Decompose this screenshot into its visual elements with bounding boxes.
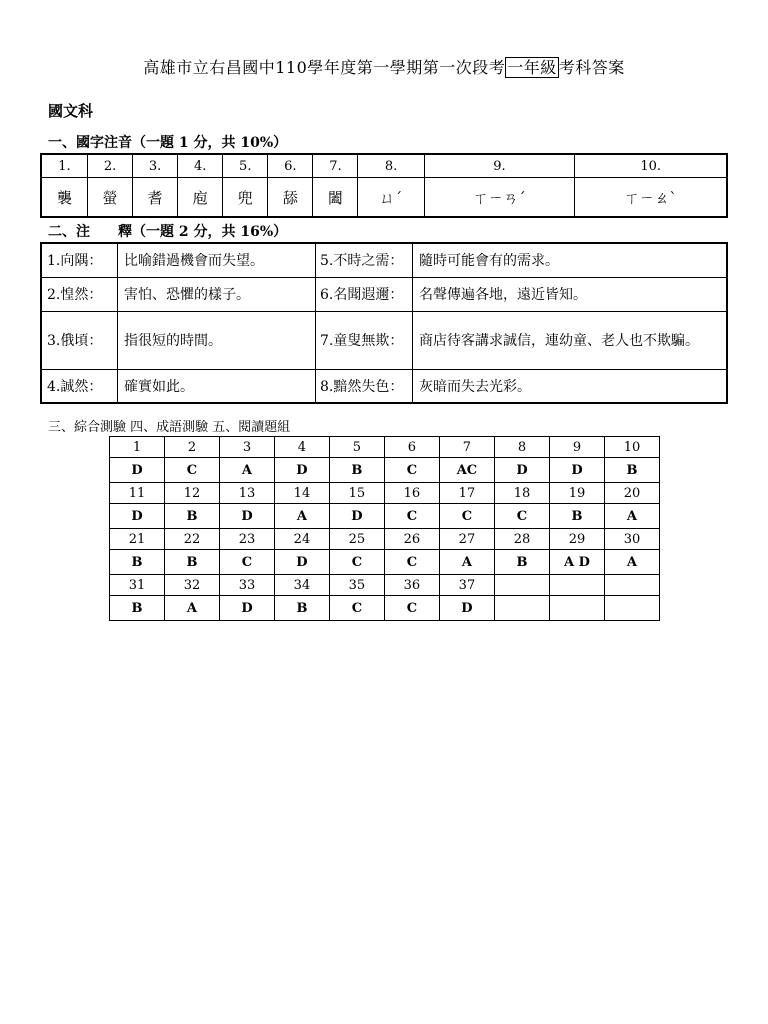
answer-cell: 襲 [41,178,87,218]
question-number: 5. [223,154,268,178]
answer-cell: C [384,550,439,575]
answer-cell: B [110,550,165,575]
answer-cell: ㄒㄧㄢˊ [424,178,575,218]
question-number: 8 [494,437,549,458]
question-number: 5 [329,437,384,458]
question-number: 30 [604,529,659,550]
answer-cell: D [549,458,604,483]
question-number: 7. [313,154,358,178]
question-number: 24 [274,529,329,550]
answer-cell: C [219,550,274,575]
definition-cell: 指很短的時間。 [118,311,316,369]
question-number: 34 [274,575,329,596]
term-cell: 6.名聞遐邇： [316,277,413,311]
answer-cell: D [219,504,274,529]
answer-cell: 闔 [313,178,358,218]
answer-cell: A [164,596,219,621]
term-cell: 7.童叟無欺： [316,311,413,369]
term-cell: 8.黯然失色： [316,369,413,403]
answer-row [110,504,660,529]
answer-cell: A [604,550,659,575]
answer-cell: A [439,550,494,575]
table-row [41,277,727,311]
question-number: 29 [549,529,604,550]
answer-cell: 庖 [178,178,223,218]
answer-cell: B [604,458,659,483]
subject-heading: 國文科 [48,102,94,120]
question-number: 2. [87,154,132,178]
number-row [110,437,660,458]
question-number: 9 [549,437,604,458]
question-number: 4. [178,154,223,178]
answer-cell: ㄒㄧㄠˋ [575,178,727,218]
answer-cell: D [110,458,165,483]
question-number: 35 [329,575,384,596]
question-number: 1. [41,154,87,178]
definition-cell: 灰暗而失去光彩。 [413,369,728,403]
question-number: 25 [329,529,384,550]
answer-cell: D [494,458,549,483]
answer-cell: C [494,504,549,529]
answer-cell: C [439,504,494,529]
question-number: 32 [164,575,219,596]
term-cell: 5.不時之需： [316,243,413,277]
section3-table [109,436,660,621]
answer-cell: A [219,458,274,483]
section2-table [40,242,728,404]
answer-cell: D [439,596,494,621]
question-number: 6. [268,154,313,178]
answer-cell: B [329,458,384,483]
question-number: 33 [219,575,274,596]
answer-cell: B [274,596,329,621]
question-number: 22 [164,529,219,550]
definition-cell: 比喻錯過機會而失望。 [118,243,316,277]
term-cell: 3.俄頃： [41,311,118,369]
answer-cell: D [219,596,274,621]
definition-cell: 名聲傳遍各地，遠近皆知。 [413,277,728,311]
question-number: 28 [494,529,549,550]
answer-cell: C [384,458,439,483]
section3-heading: 三、綜合測驗 四、成語測驗 五、閱讀題組 [48,420,291,435]
answer-row [110,596,660,621]
question-number: 8. [358,154,424,178]
answer-cell: 兜 [223,178,268,218]
term-cell: 1.向隅： [41,243,118,277]
answer-cell: B [110,596,165,621]
table-row [41,369,727,403]
section1-answer-row [41,178,727,218]
question-number: 20 [604,483,659,504]
answer-cell: ㄩˊ [358,178,424,218]
answer-cell: C [164,458,219,483]
question-number: 2 [164,437,219,458]
section1-number-row [41,154,727,178]
term-cell: 4.誠然： [41,369,118,403]
title-suffix: 考科答案 [558,58,625,77]
question-number: 12 [164,483,219,504]
question-number: 15 [329,483,384,504]
answer-cell: D [274,458,329,483]
question-number: 21 [110,529,165,550]
question-number [604,575,659,596]
question-number: 36 [384,575,439,596]
question-number: 18 [494,483,549,504]
question-number: 10 [604,437,659,458]
term-cell: 2.惶然： [41,277,118,311]
answer-cell [549,596,604,621]
answer-row [110,458,660,483]
question-number: 31 [110,575,165,596]
answer-cell: 舔 [268,178,313,218]
question-number [494,575,549,596]
definition-cell: 確實如此。 [118,369,316,403]
question-number: 19 [549,483,604,504]
answer-cell: 耆 [133,178,178,218]
question-number: 3. [133,154,178,178]
question-number: 4 [274,437,329,458]
answer-cell: B [549,504,604,529]
answer-cell: D [274,550,329,575]
answer-cell: B [164,550,219,575]
answer-cell: B [164,504,219,529]
answer-cell: A [604,504,659,529]
answer-cell: 螢 [87,178,132,218]
definition-cell: 商店待客講求誠信，連幼童、老人也不欺騙。 [413,311,728,369]
definition-cell: 害怕、恐懼的樣子。 [118,277,316,311]
title-grade: 一年級 [507,58,557,77]
question-number: 10. [575,154,727,178]
answer-cell: B [494,550,549,575]
question-number [549,575,604,596]
section1-heading: 一、國字注音（一題 1 分，共 10%） [48,135,288,151]
question-number: 23 [219,529,274,550]
answer-cell: D [110,504,165,529]
title-prefix: 高雄市立右昌國中110學年度第一學期第一次段考 [143,58,506,77]
table-row [41,243,727,277]
number-row [110,575,660,596]
answer-cell [494,596,549,621]
question-number: 37 [439,575,494,596]
answer-row [110,550,660,575]
answer-cell: A [274,504,329,529]
answer-cell [604,596,659,621]
answer-cell: C [329,596,384,621]
table-row [41,311,727,369]
answer-cell: A D [549,550,604,575]
question-number: 6 [384,437,439,458]
question-number: 9. [424,154,575,178]
answer-cell: D [329,504,384,529]
question-number: 27 [439,529,494,550]
answer-cell: C [329,550,384,575]
section2-heading: 二、注 釋（一題 2 分，共 16%） [48,224,288,240]
number-row [110,529,660,550]
question-number: 16 [384,483,439,504]
question-number: 26 [384,529,439,550]
answer-cell: AC [439,458,494,483]
page-title [0,55,768,78]
answer-cell: C [384,504,439,529]
question-number: 3 [219,437,274,458]
question-number: 13 [219,483,274,504]
answer-cell: C [384,596,439,621]
definition-cell: 隨時可能會有的需求。 [413,243,728,277]
number-row [110,483,660,504]
question-number: 17 [439,483,494,504]
question-number: 1 [110,437,165,458]
section1-table [40,153,728,218]
question-number: 14 [274,483,329,504]
question-number: 7 [439,437,494,458]
question-number: 11 [110,483,165,504]
